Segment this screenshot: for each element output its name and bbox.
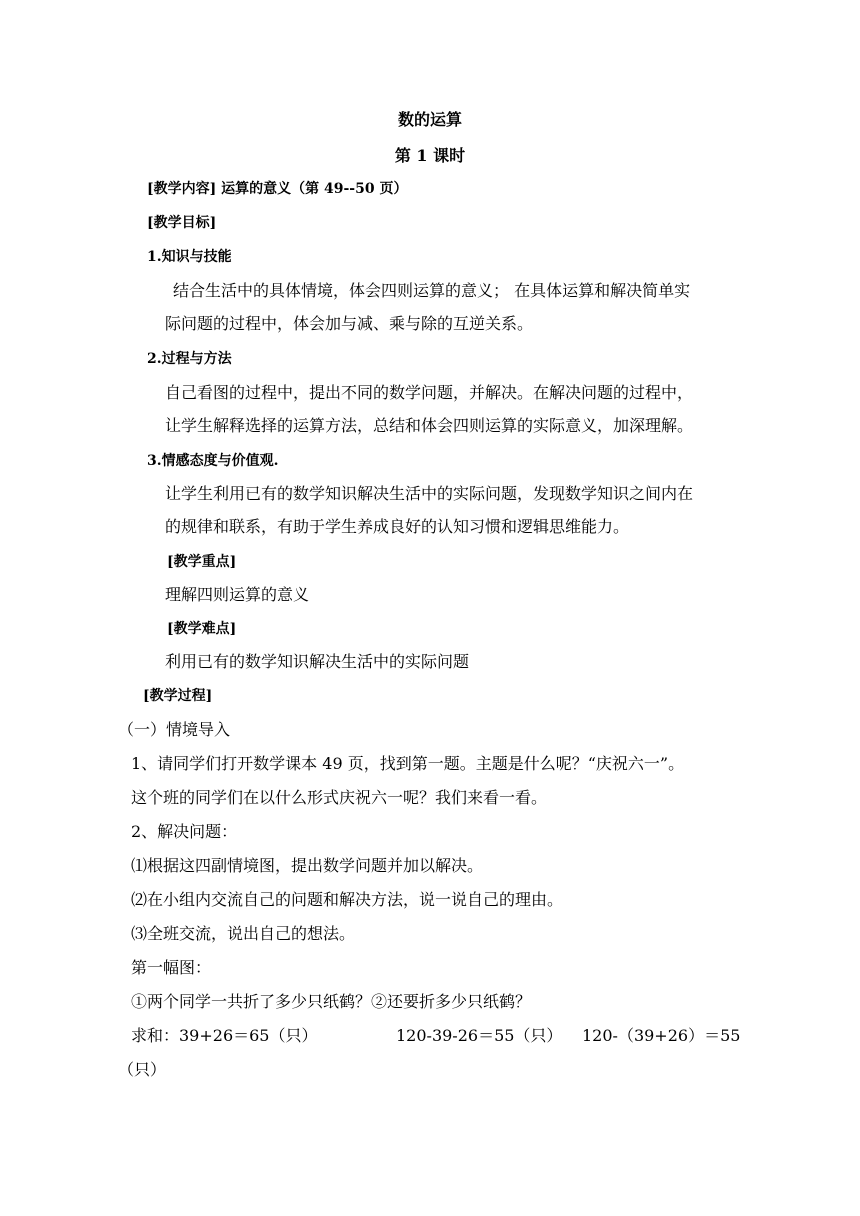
subtraction-equation: 120-39-26＝55（只） (396, 1026, 563, 1045)
process-heading: [教学过程] (143, 688, 213, 704)
goal1-heading: 1.知识与技能 (147, 249, 232, 265)
key-point-text: 理解四则运算的意义 (165, 585, 310, 604)
difficulty-heading: [教学难点] (167, 621, 237, 637)
process-line: ⑵在小组内交流自己的问题和解决方法，说一说自己的理由。 (131, 890, 564, 909)
process-line: 这个班的同学们在以什么形式庆祝六一呢？我们来看一看。 (131, 788, 548, 807)
goal2-heading: 2.过程与方法 (147, 351, 232, 367)
process-line: 1、请同学们打开数学课本 49 页，找到第一题。主题是什么呢？“庆祝六一”。 (131, 754, 685, 773)
teaching-content: [教学内容] 运算的意义（第 49--50 页） (147, 181, 408, 197)
goal2-line: 让学生解释选择的运算方法，总结和体会四则运算的实际意义，加深理解。 (165, 416, 694, 435)
process-line: 2、解决问题： (131, 822, 238, 841)
goal3-heading: 3.情感态度与价值观. (147, 453, 279, 469)
sum-equation: 求和：39+26＝65（只） (131, 1026, 318, 1045)
process-line: 第一幅图： (131, 958, 212, 977)
goal1-line: 际问题的过程中，体会加与减、乘与除的互逆关系。 (165, 314, 534, 333)
unit-text: （只） (118, 1060, 167, 1079)
page-title: 数的运算 (397, 110, 462, 129)
process-line: ①两个同学一共折了多少只纸鹤？②还要折多少只纸鹤？ (131, 992, 532, 1011)
bracket-equation: 120-（39+26）＝55 (582, 1026, 741, 1045)
key-point-heading: [教学重点] (167, 554, 237, 570)
goal3-line: 的规律和联系，有助于学生养成良好的认知习惯和逻辑思维能力。 (165, 517, 630, 536)
lesson-subtitle: 第 1 课时 (394, 146, 466, 165)
goal2-line: 自己看图的过程中，提出不同的数学问题，并解决。在解决问题的过程中， (165, 383, 694, 402)
difficulty-text: 利用已有的数学知识解决生活中的实际问题 (165, 652, 470, 671)
process-line: ⑴根据这四副情境图，提出数学问题并加以解决。 (131, 856, 484, 875)
goals-heading: [教学目标] (147, 215, 217, 231)
section-intro: （一）情境导入 (118, 720, 231, 739)
goal3-line: 让学生利用已有的数学知识解决生活中的实际问题，发现数学知识之间内在 (165, 484, 694, 503)
process-line: ⑶全班交流，说出自己的想法。 (131, 924, 356, 943)
goal1-line: 结合生活中的具体情境，体会四则运算的意义； 在具体运算和解决简单实 (173, 281, 691, 300)
